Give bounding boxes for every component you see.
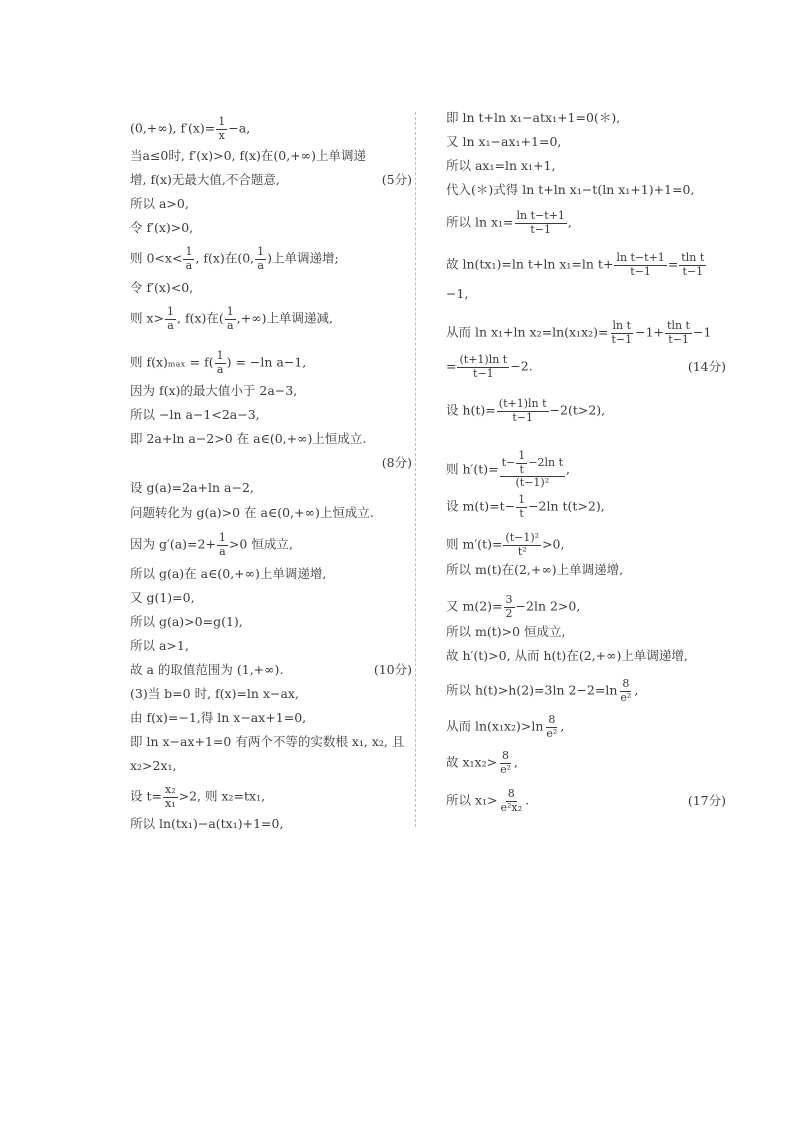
fraction: $\frac{\text{(t−1)²}}{\text{t²}}$ <box>505 531 540 558</box>
solution-line: (0,+∞), f′(x)= $\frac{1}{x}$ −a, <box>130 115 251 142</box>
solution-line: 又 m(2)= $\frac{3}{2}$ −2ln 2>0, <box>446 593 581 620</box>
solution-line: 从而 ln(x₁x₂)>ln $\frac{8}{\text{e²}}$ , <box>446 713 565 740</box>
fraction: $\frac{8}{\text{e²}}$ <box>500 749 511 776</box>
compound-fraction: t− $\frac{1}{t}$ −2ln t (t−1)² <box>501 449 564 490</box>
fraction: $\frac{8}{\text{e²x₂}}$ <box>500 787 523 814</box>
fraction: $\frac{\text{ln t}}{t-1}$ <box>611 319 633 346</box>
solution-line: x₂>2x₁, <box>130 758 177 773</box>
fraction: $\frac{3}{2}$ <box>505 593 513 620</box>
solution-line: 则 m′(t)= $\frac{\text{(t−1)²}}{\text{t²}}$ >0, <box>446 531 565 558</box>
fraction: $\frac{1}{a}$ <box>216 349 224 376</box>
solution-line: 故 h′(t)>0, 从而 h(t)在(2,+∞)上单调递增, <box>446 648 688 663</box>
fraction: $\frac{1}{a}$ <box>218 531 226 558</box>
solution-line: 设 h(t)= $\frac{\text{(t+1)ln t}}{t-1}$ −2(t>2), <box>446 397 606 424</box>
solution-line: 增, f(x)无最大值,不合题意, (5分) <box>130 172 412 187</box>
solution-line: 即 ln t+ln x₁−atx₁+1=0(＊), <box>446 110 621 125</box>
solution-line: 又 g(1)=0, <box>130 590 195 605</box>
solution-line: 即 2a+ln a−2>0 在 a∈(0,+∞)上恒成立. <box>130 431 367 446</box>
solution-line: 设 t= $\frac{\text{x₂}}{\text{x₁}}$ >2, 则 x₂=tx₁, <box>130 783 266 810</box>
score-mark: (5分) <box>381 172 412 187</box>
solution-line: 从而 ln x₁+ln x₂=ln(x₁x₂)= $\frac{\text{ln t}}{t-1}$ −1+ $\frac{\text{tln t}}{t-1}$ −1 <box>446 319 712 346</box>
fraction: $\frac{1}{t}$ <box>518 493 526 520</box>
fraction: $\frac{1}{a}$ <box>226 305 234 332</box>
score-mark: (17分) <box>687 792 726 808</box>
solution-line: 因为 f(x)的最大值小于 2a−3, <box>130 383 298 398</box>
fraction: $\frac{\text{tln t}}{t-1}$ <box>681 251 705 278</box>
fraction: $\frac{1}{t}$ <box>518 449 526 476</box>
solution-line: 所以 h(t)>h(2)=3ln 2−2=ln $\frac{8}{\text{e²}}$ , <box>446 677 639 704</box>
solution-line: 所以 −ln a−1<2a−3, <box>130 407 260 422</box>
column-divider <box>415 112 416 827</box>
solution-line <box>130 457 412 470</box>
solution-line: 所以 ax₁=ln x₁+1, <box>446 158 556 173</box>
solution-line: 故 x₁x₂> $\frac{8}{\text{e²}}$ , <box>446 749 518 776</box>
solution-line: 设 g(a)=2a+ln a−2, <box>130 480 254 495</box>
solution-line: 由 f(x)=−1,得 ln x−ax+1=0, <box>130 710 307 725</box>
solution-line: (3)当 b=0 时, f(x)=ln x−ax, <box>130 686 299 701</box>
solution-line: 所以 ln(tx₁)−a(tx₁)+1=0, <box>130 816 284 831</box>
solution-line: 则 0<x< $\frac{1}{a}$ , f(x)在(0, $\frac{1}{a}$ )上单调递增; <box>130 245 339 272</box>
solution-line: −1, <box>446 286 469 301</box>
fraction: $\frac{1}{a}$ <box>185 245 193 272</box>
solution-line: 故 a 的取值范围为 (1,+∞). (10分) <box>130 662 412 677</box>
solution-line: 设 m(t)=t− $\frac{1}{t}$ −2ln t(t>2), <box>446 493 605 520</box>
fraction: $\frac{1}{x}$ <box>218 115 226 142</box>
solution-line: 所以 m(t)在(2,+∞)上单调递增, <box>446 562 624 577</box>
fraction: $\frac{\text{x₂}}{\text{x₁}}$ <box>164 783 176 810</box>
solution-line: 所以 ln x₁= $\frac{\text{ln t−t+1}}{t-1}$ , <box>446 209 572 236</box>
solution-line: 因为 g′(a)=2+ $\frac{1}{a}$ >0 恒成立, <box>130 531 293 558</box>
solution-line: 即 ln x−ax+1=0 有两个不等的实数根 x₁, x₂, 且 <box>130 734 405 749</box>
solution-line: = $\frac{\text{(t+1)ln t}}{t-1}$ −2. (14分) <box>446 353 726 380</box>
solution-line: 所以 m(t)>0 恒成立, <box>446 624 566 639</box>
solution-line: 故 ln(tx₁)=ln t+ln x₁=ln t+ $\frac{\text{ln t−t+1}}{t-1}$ = $\frac{\text{tln t}}{t-1}$ <box>446 251 705 278</box>
solution-line: 所以 g(a)>0=g(1), <box>130 614 243 629</box>
fraction: $\frac{8}{\text{e²}}$ <box>620 677 632 704</box>
solution-line: 问题转化为 g(a)>0 在 a∈(0,+∞)上恒成立. <box>130 505 374 520</box>
fraction: $\frac{\text{(t+1)ln t}}{t-1}$ <box>459 353 508 380</box>
solution-line: 所以 x₁> $\frac{8}{\text{e²x₂}}$ . (17分) <box>446 787 726 814</box>
score-mark: (10分) <box>373 662 412 677</box>
fraction: $\frac{8}{\text{e²}}$ <box>546 713 558 740</box>
solution-line: 代入(＊)式得 ln t+ln x₁−t(ln x₁+1)+1=0, <box>446 182 695 197</box>
solution-line: 令 f′(x)<0, <box>130 280 194 295</box>
solution-line: 所以 a>1, <box>130 638 189 653</box>
solution-line: 又 ln x₁−ax₁+1=0, <box>446 134 562 149</box>
fraction: $\frac{\text{ln t−t+1}}{t-1}$ <box>616 251 665 278</box>
fraction: $\frac{\text{tln t}}{t-1}$ <box>667 319 690 346</box>
score-mark: (8分) <box>381 455 412 470</box>
score-mark: (14分) <box>687 358 726 374</box>
fraction: $\frac{1}{a}$ <box>257 245 265 272</box>
solution-line: 当a≤0时, f′(x)>0, f(x)在(0,+∞)上单调递 <box>130 148 366 163</box>
fraction: $\frac{1}{a}$ <box>167 305 174 332</box>
solution-line: 所以 a>0, <box>130 196 189 211</box>
solution-line: 则 f(x)ₘₐₓ = f( $\frac{1}{a}$ ) = −ln a−1, <box>130 349 307 376</box>
solution-line: 则 h′(t)= t− $\frac{1}{t}$ −2ln t (t−1)² , <box>446 449 570 490</box>
solution-line: 令 f′(x)>0, <box>130 220 194 235</box>
solution-line: 则 x> $\frac{1}{a}$ , f(x)在( $\frac{1}{a}$ ,+∞)上单调递减, <box>130 305 333 332</box>
fraction: $\frac{\text{ln t−t+1}}{t-1}$ <box>516 209 565 236</box>
fraction: $\frac{\text{(t+1)ln t}}{t-1}$ <box>498 397 547 424</box>
solution-line: 所以 g(a)在 a∈(0,+∞)上单调递增, <box>130 566 327 581</box>
